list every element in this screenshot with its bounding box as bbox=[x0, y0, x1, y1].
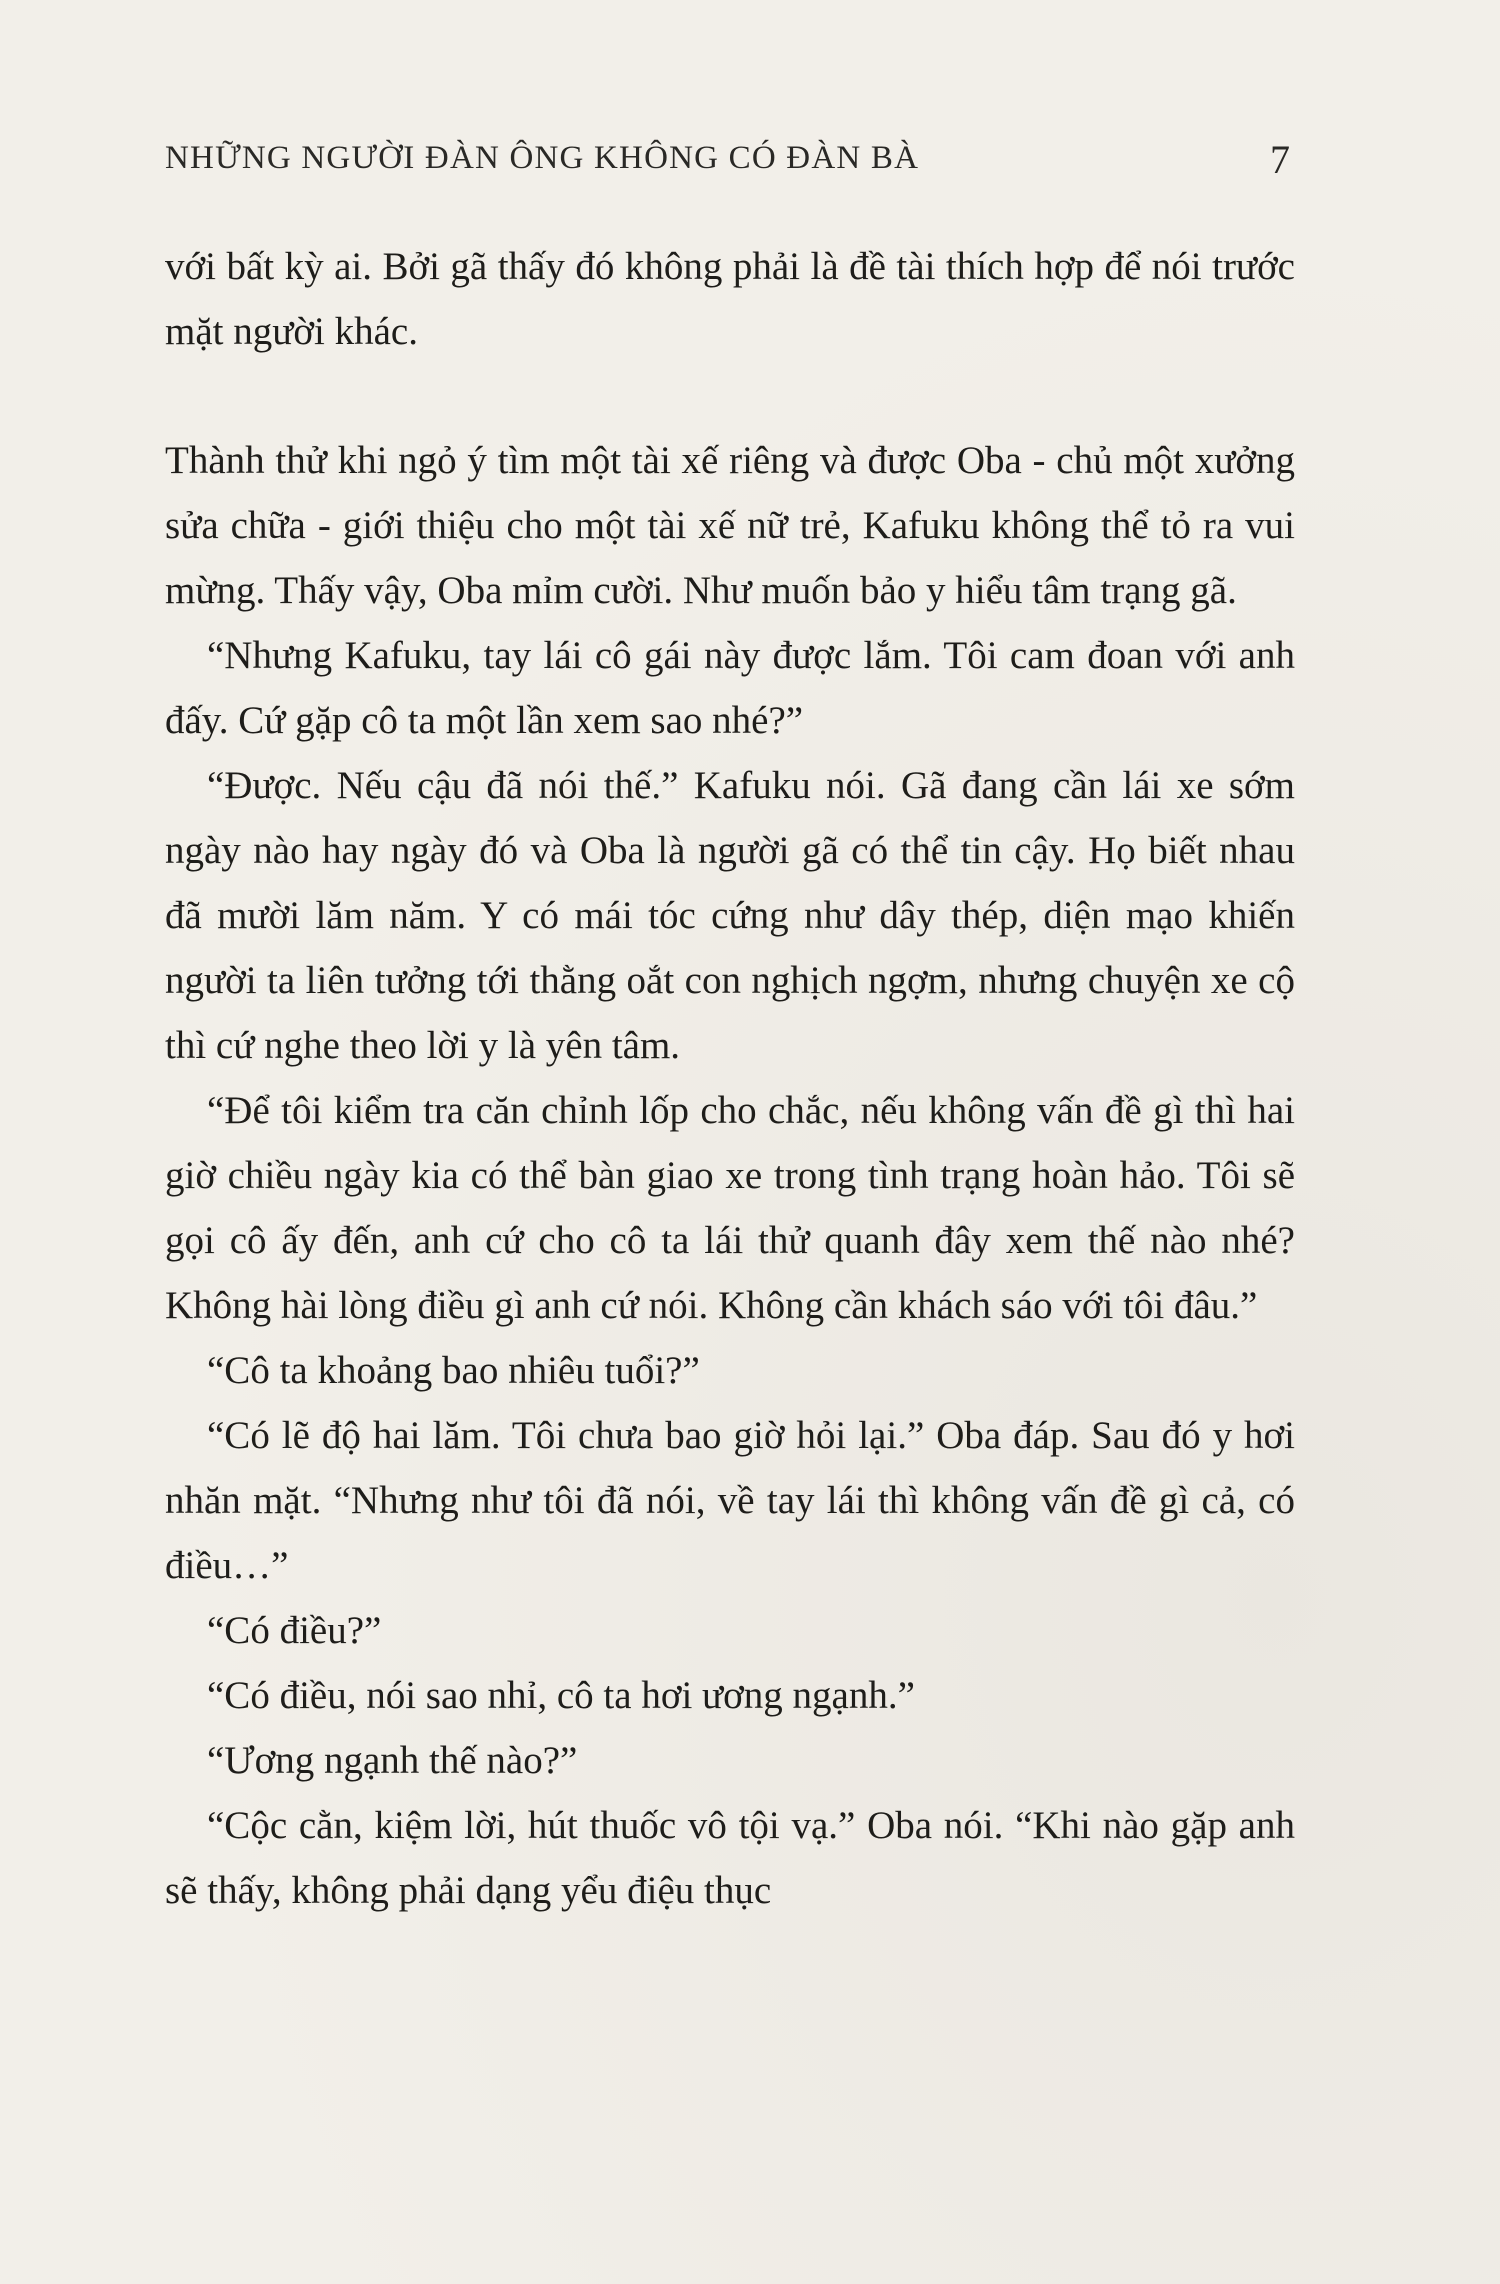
paragraph: “Có điều?” bbox=[207, 1609, 382, 1652]
page-number: 7 bbox=[1270, 137, 1290, 182]
paragraph: “Ương ngạnh thế nào?” bbox=[207, 1739, 578, 1782]
paragraph: “Cô ta khoảng bao nhiêu tuổi?” bbox=[207, 1349, 700, 1392]
paragraph: “Có điều, nói sao nhỉ, cô ta hơi ương ngạnh.” bbox=[207, 1674, 915, 1717]
paragraph: với bất kỳ ai. Bởi gã thấy đó không phải là đề tài thích hợp để nói trước mặt người khác. bbox=[165, 245, 1295, 353]
body-text bbox=[165, 234, 1295, 1923]
paragraph: “Có lẽ độ hai lăm. Tôi chưa bao giờ hỏi lại.” Oba đáp. Sau đó y hơi nhăn mặt. “Nhưng như tôi đã nói, về tay lái thì không vấn đề gì cả, có điều…” bbox=[165, 1414, 1295, 1587]
paragraph: “Để tôi kiểm tra căn chỉnh lốp cho chắc, nếu không vấn đề gì thì hai giờ chiều ngày kia có thể bàn giao xe trong tình trạng hoàn hảo. Tôi sẽ gọi cô ấy đến, anh cứ cho cô ta lái thử quanh đây xem thế nào nhé? Không hài lòng điều gì anh cứ nói. Không cần khách sáo với tôi đâu.” bbox=[165, 1089, 1295, 1327]
paragraph: “Cộc cằn, kiệm lời, hút thuốc vô tội vạ.” Oba nói. “Khi nào gặp anh sẽ thấy, không phải dạng yểu điệu thục bbox=[165, 1804, 1295, 1912]
paragraph: “Được. Nếu cậu đã nói thế.” Kafuku nói. Gã đang cần lái xe sớm ngày nào hay ngày đó và Oba là người gã có thể tin cậy. Họ biết nhau đã mười lăm năm. Y có mái tóc cứng như dây thép, diện mạo khiến người ta liên tưởng tới thằng oắt con nghịch ngợm, nhưng chuyện xe cộ thì cứ nghe theo lời y là yên tâm. bbox=[165, 764, 1295, 1067]
running-head-title: NHỮNG NGƯỜI ĐÀN ÔNG KHÔNG CÓ ĐÀN BÀ bbox=[165, 140, 920, 176]
paragraph: “Nhưng Kafuku, tay lái cô gái này được lắm. Tôi cam đoan với anh đấy. Cứ gặp cô ta một lần xem sao nhé?” bbox=[165, 634, 1295, 742]
paragraph: Thành thử khi ngỏ ý tìm một tài xế riêng và được Oba - chủ một xưởng sửa chữa - giới thiệu cho một tài xế nữ trẻ, Kafuku không thể tỏ ra vui mừng. Thấy vậy, Oba mỉm cười. Như muốn bảo y hiểu tâm trạng gã. bbox=[165, 439, 1295, 612]
